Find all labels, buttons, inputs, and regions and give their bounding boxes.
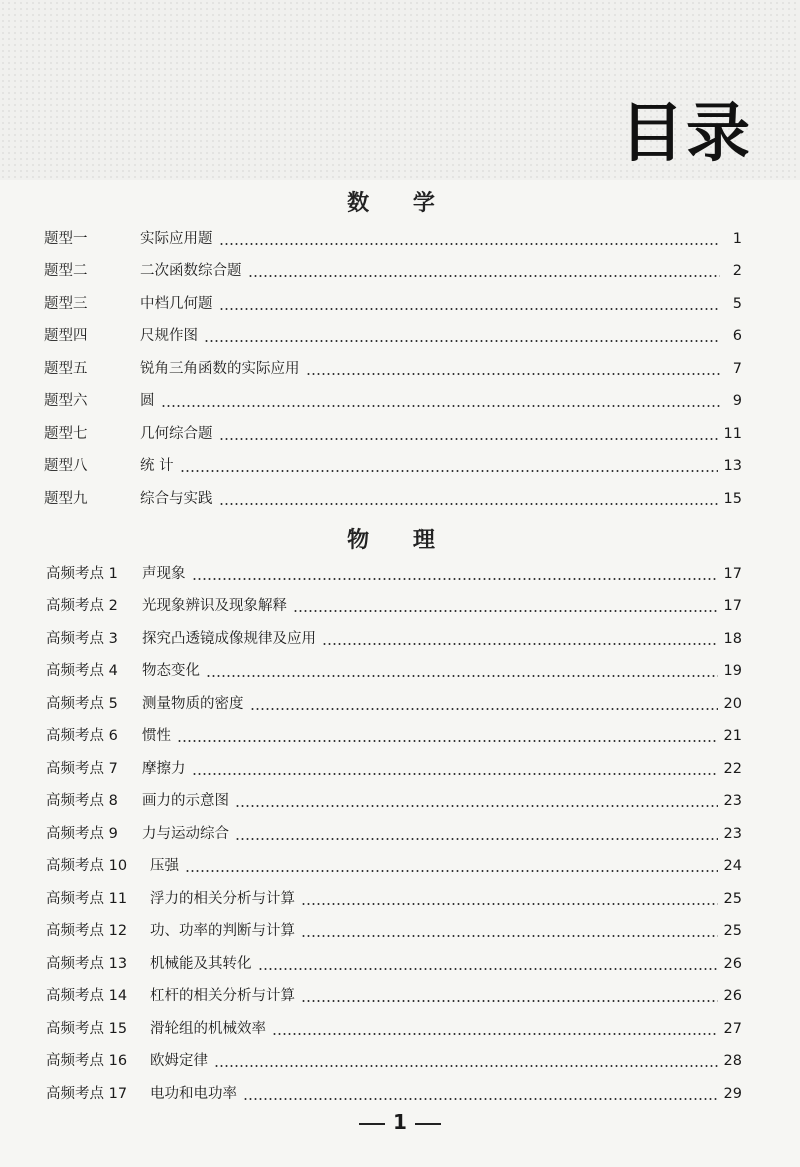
toc-entry-page: 13 xyxy=(723,458,742,474)
toc-entry[interactable] xyxy=(44,488,742,510)
dot-leader xyxy=(219,243,721,245)
dot-leader xyxy=(306,373,721,375)
toc-entry-page: 15 xyxy=(723,491,742,507)
toc-entry[interactable] xyxy=(44,228,742,250)
toc-entry-title: 浮力的相关分析与计算 xyxy=(150,891,295,907)
toc-entry-label: 高频考点 2 xyxy=(46,598,118,614)
toc-entry-title: 统 计 xyxy=(140,458,174,474)
toc-entry-title: 光现象辨识及现象解释 xyxy=(142,598,287,614)
toc-entry-title: 画力的示意图 xyxy=(142,793,229,809)
toc-entry-title: 物态变化 xyxy=(142,663,200,679)
toc-entry[interactable] xyxy=(44,390,742,412)
toc-entry-label: 高频考点 6 xyxy=(46,728,118,744)
dot-leader xyxy=(192,578,718,580)
toc-entry-title: 圆 xyxy=(140,393,155,409)
toc-entry-page: 21 xyxy=(723,728,742,744)
toc-entry[interactable] xyxy=(46,725,742,747)
toc-entry-label: 高频考点 7 xyxy=(46,761,118,777)
toc-entry[interactable] xyxy=(44,358,742,380)
footer-dash-left xyxy=(359,1123,385,1125)
toc-entry[interactable] xyxy=(46,660,742,682)
dot-leader xyxy=(250,708,718,710)
toc-entry-page: 27 xyxy=(723,1021,742,1037)
toc-entry-page: 26 xyxy=(723,988,742,1004)
toc-entry[interactable] xyxy=(46,1050,742,1072)
toc-entry-label: 题型二 xyxy=(44,263,88,279)
toc-entry-page: 20 xyxy=(723,696,742,712)
toc-entry-title: 实际应用题 xyxy=(140,231,213,247)
section-heading-physics: 物 理 xyxy=(347,527,453,553)
toc-entry-title: 探究凸透镜成像规律及应用 xyxy=(142,631,316,647)
toc-entry-page: 5 xyxy=(732,296,742,312)
dot-leader xyxy=(219,438,718,440)
toc-entry-page: 2 xyxy=(732,263,742,279)
toc-entry-label: 题型四 xyxy=(44,328,88,344)
toc-entry-page: 17 xyxy=(723,598,742,614)
toc-entry-label: 高频考点 1 xyxy=(46,566,118,582)
toc-entry-page: 18 xyxy=(723,631,742,647)
toc-entry-page: 24 xyxy=(723,858,742,874)
toc-entry-label: 题型七 xyxy=(44,426,88,442)
toc-entry-page: 19 xyxy=(723,663,742,679)
dot-leader xyxy=(248,275,721,277)
toc-entry[interactable] xyxy=(46,693,742,715)
footer-dash-right xyxy=(415,1123,441,1125)
dot-leader xyxy=(219,308,721,310)
toc-entry-label: 高频考点 15 xyxy=(46,1021,128,1037)
toc-entry-label: 题型三 xyxy=(44,296,88,312)
dot-leader xyxy=(235,805,718,807)
toc-entry[interactable] xyxy=(46,790,742,812)
toc-entry-label: 题型八 xyxy=(44,458,88,474)
toc-entry-label: 题型五 xyxy=(44,361,88,377)
dot-leader xyxy=(235,838,718,840)
toc-entry-page: 22 xyxy=(723,761,742,777)
toc-entry[interactable] xyxy=(46,855,742,877)
toc-entry[interactable] xyxy=(46,823,742,845)
dot-leader xyxy=(177,740,718,742)
toc-entry-title: 力与运动综合 xyxy=(142,826,229,842)
toc-entry[interactable] xyxy=(46,920,742,942)
dot-leader xyxy=(206,675,718,677)
toc-entry[interactable] xyxy=(44,260,742,282)
toc-entry-title: 滑轮组的机械效率 xyxy=(150,1021,266,1037)
toc-entry-page: 25 xyxy=(723,923,742,939)
toc-entry[interactable] xyxy=(46,595,742,617)
toc-entry-page: 23 xyxy=(723,826,742,842)
dot-leader xyxy=(219,503,718,505)
toc-entry-label: 题型一 xyxy=(44,231,88,247)
toc-entry-title: 声现象 xyxy=(142,566,186,582)
toc-entry-title: 杠杆的相关分析与计算 xyxy=(150,988,295,1004)
toc-entry[interactable] xyxy=(44,423,742,445)
toc-entry-title: 测量物质的密度 xyxy=(142,696,244,712)
toc-entry[interactable] xyxy=(46,1083,742,1105)
toc-entry-label: 高频考点 8 xyxy=(46,793,118,809)
footer-page-number xyxy=(0,1110,800,1134)
toc-entry-label: 高频考点 16 xyxy=(46,1053,128,1069)
toc-entry-title: 锐角三角函数的实际应用 xyxy=(140,361,300,377)
toc-entry-page: 11 xyxy=(723,426,742,442)
toc-entry-title: 中档几何题 xyxy=(140,296,213,312)
toc-entry-label: 高频考点 10 xyxy=(46,858,128,874)
toc-entry-page: 25 xyxy=(723,891,742,907)
toc-entry-title: 尺规作图 xyxy=(140,328,198,344)
toc-entry-label: 题型六 xyxy=(44,393,88,409)
toc-entry-title: 压强 xyxy=(150,858,179,874)
toc-entry-label: 高频考点 9 xyxy=(46,826,118,842)
toc-entry-page: 26 xyxy=(723,956,742,972)
dot-leader xyxy=(322,643,718,645)
toc-entry-page: 17 xyxy=(723,566,742,582)
toc-entry-label: 高频考点 12 xyxy=(46,923,128,939)
toc-entry[interactable] xyxy=(46,758,742,780)
dot-leader xyxy=(272,1033,718,1035)
dot-leader xyxy=(161,405,721,407)
toc-entry-title: 机械能及其转化 xyxy=(150,956,252,972)
toc-entry-page: 6 xyxy=(732,328,742,344)
dot-leader xyxy=(185,870,718,872)
toc-entry[interactable] xyxy=(46,888,742,910)
toc-entry-label: 高频考点 11 xyxy=(46,891,128,907)
toc-entry-page: 1 xyxy=(732,231,742,247)
toc-entry-page: 29 xyxy=(723,1086,742,1102)
dot-leader xyxy=(192,773,718,775)
toc-entry-title: 惯性 xyxy=(142,728,171,744)
toc-entry-title: 功、功率的判断与计算 xyxy=(150,923,295,939)
dot-leader xyxy=(180,470,718,472)
dot-leader xyxy=(293,610,718,612)
toc-entry[interactable] xyxy=(46,563,742,585)
toc-entry-page: 9 xyxy=(732,393,742,409)
toc-entry-title: 二次函数综合题 xyxy=(140,263,242,279)
toc-entry-label: 高频考点 17 xyxy=(46,1086,128,1102)
toc-entry-title: 摩擦力 xyxy=(142,761,186,777)
dot-leader xyxy=(258,968,718,970)
dot-leader xyxy=(243,1098,718,1100)
toc-entry[interactable] xyxy=(44,293,742,315)
toc-entry[interactable] xyxy=(46,628,742,650)
toc-entry-label: 高频考点 5 xyxy=(46,696,118,712)
toc-entry-title: 几何综合题 xyxy=(140,426,213,442)
toc-entry-label: 高频考点 3 xyxy=(46,631,118,647)
toc-entry-page: 23 xyxy=(723,793,742,809)
toc-entry[interactable] xyxy=(46,953,742,975)
toc-entry[interactable] xyxy=(44,325,742,347)
dot-leader xyxy=(301,1000,718,1002)
toc-entry-page: 7 xyxy=(732,361,742,377)
toc-entry[interactable] xyxy=(46,1018,742,1040)
dot-leader xyxy=(301,935,718,937)
section-heading-math: 数 学 xyxy=(347,190,453,216)
dot-leader xyxy=(214,1065,718,1067)
toc-entry-page: 28 xyxy=(723,1053,742,1069)
toc-entry-label: 题型九 xyxy=(44,491,88,507)
footer-page-value: 1 xyxy=(393,1110,407,1134)
toc-entry[interactable] xyxy=(46,985,742,1007)
dot-leader xyxy=(301,903,718,905)
toc-entry[interactable] xyxy=(44,455,742,477)
toc-entry-title: 电功和电功率 xyxy=(150,1086,237,1102)
toc-entry-title: 欧姆定律 xyxy=(150,1053,208,1069)
toc-entry-label: 高频考点 4 xyxy=(46,663,118,679)
toc-entry-label: 高频考点 14 xyxy=(46,988,128,1004)
dot-leader xyxy=(204,340,720,342)
toc-entry-label: 高频考点 13 xyxy=(46,956,128,972)
toc-entry-title: 综合与实践 xyxy=(140,491,213,507)
page-title: 目录 xyxy=(620,97,752,171)
